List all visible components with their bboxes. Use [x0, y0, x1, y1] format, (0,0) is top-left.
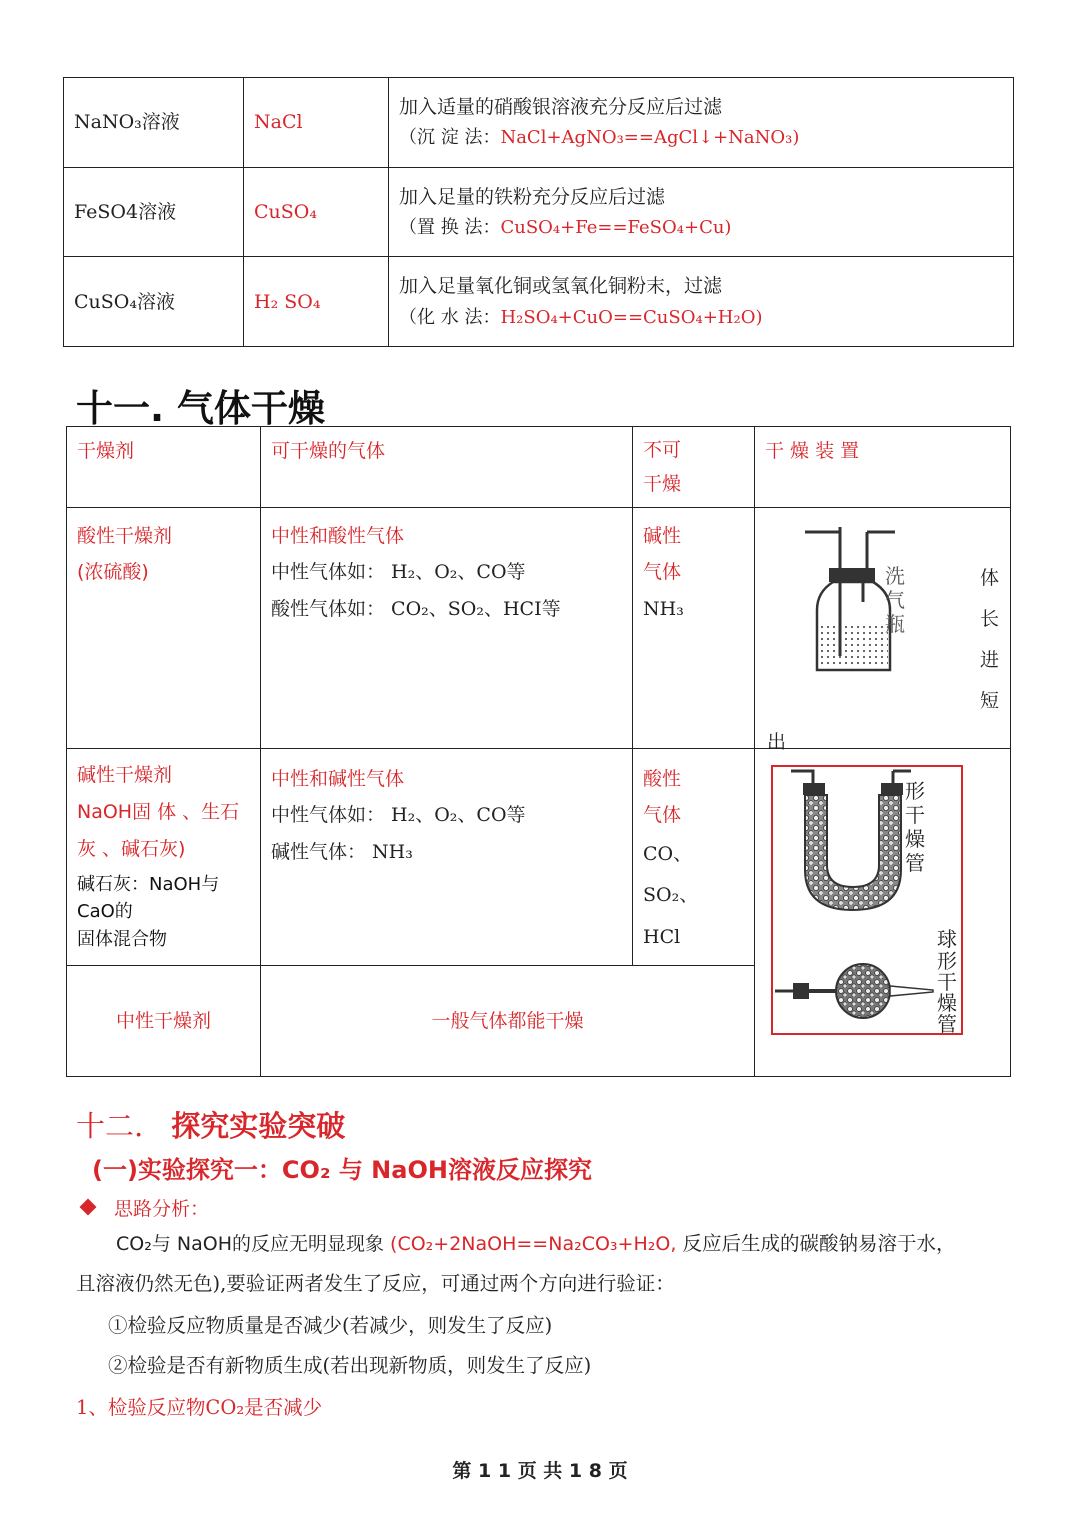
paragraph-4: ②检验是否有新物质生成(若出现新物质，则发生了反应): [108, 1354, 592, 1377]
wash-bottle-device: [755, 508, 1010, 754]
bullet-text: 思路分析：: [114, 1198, 210, 1220]
header-not-dryable-1: 不可: [643, 439, 682, 461]
header-not-dryable: [633, 427, 755, 508]
base-not-2: 气体: [643, 804, 682, 827]
acid-not-1: 碱性: [643, 525, 682, 548]
acid-gases-cell: [261, 508, 633, 749]
wash-bottle-note: 体长进短: [980, 567, 1000, 712]
u-tube-label: 形干燥管: [905, 779, 925, 876]
base-not-4: HCl: [643, 926, 681, 949]
paragraph-2: 且溶液仍然无色),要验证两者发生了反应，可通过两个方向进行验证：: [76, 1272, 675, 1295]
header-device: 干 燥 装 置: [755, 427, 1011, 508]
header-dryable: 可干燥的气体: [261, 427, 633, 508]
acid-desiccant-example: (浓硫酸): [77, 561, 149, 584]
ball-drying-tube-icon: [775, 961, 935, 1021]
paragraph-1-b: 反应后生成的碳酸钠易溶于水，: [676, 1232, 956, 1255]
acid-acidic-gases: 酸性气体如： CO₂、SO₂、HCI等: [271, 597, 561, 620]
base-desiccant-name: 碱性干燥剂: [77, 764, 173, 787]
section-number: 十二.: [76, 1109, 144, 1143]
impurity-table: [63, 77, 1014, 347]
base-gas-title: 中性和碱性气体: [271, 768, 405, 791]
base-not-dryable-cell: [633, 749, 755, 966]
method-label: （沉 淀 法：: [399, 127, 501, 149]
substance-cell: CuSO₄溶液: [64, 257, 244, 347]
base-desiccant-note-2: 固体混合物: [77, 929, 167, 951]
method-equation-line: [399, 123, 1003, 154]
base-desiccant-example-1: NaOH固 体 、生石: [77, 801, 240, 824]
wash-bottle-label: 洗气瓶: [885, 564, 905, 637]
paragraph-1-equation: (CO₂+2NaOH==Na₂CO₃+H₂O,: [390, 1233, 677, 1255]
paragraph-1-a: CO₂与 NaOH的反应无明显现象: [116, 1233, 391, 1255]
acid-desiccant-name: 酸性干燥剂: [77, 525, 173, 548]
acid-neutral-gases: 中性气体如： H₂、O₂、CO等: [271, 561, 526, 584]
wash-bottle-note-end: 出: [767, 731, 787, 754]
neutral-gases-cell: 一般气体都能干燥: [261, 965, 755, 1076]
acid-not-3: NH₃: [643, 597, 684, 620]
section-title-gas-drying: 十一. 气体干燥: [76, 387, 325, 430]
substance-cell: FeSO4溶液: [64, 167, 244, 257]
method-cell: [389, 257, 1014, 347]
ball-tube-label: 球形干燥管: [937, 927, 957, 1037]
table-header-row: [67, 427, 1011, 508]
method-equation-line: [399, 213, 1003, 244]
method-cell: [389, 167, 1014, 257]
neutral-desiccant-cell: 中性干燥剂: [67, 965, 261, 1076]
method-text: 加入适量的硝酸银溶液充分反应后过滤: [399, 95, 723, 118]
impurity-cell: CuSO₄: [244, 167, 389, 257]
table-row: [64, 78, 1014, 168]
method-text: 加入足量的铁粉充分反应后过滤: [399, 185, 666, 208]
paragraph-5: 1、检验反应物CO₂是否减少: [76, 1396, 323, 1419]
bullet-line: [82, 1194, 209, 1221]
substance-cell: NaNO₃溶液: [64, 78, 244, 168]
base-desiccant-cell: [67, 749, 261, 966]
equation: CuSO₄+Fe==FeSO₄+Cu): [500, 216, 732, 238]
table-row: [64, 167, 1014, 257]
wash-bottle-cell: [755, 508, 1011, 754]
table-row-base: [67, 749, 1011, 966]
method-label: （置 换 法：: [399, 216, 501, 238]
acid-desiccant-cell: [67, 508, 261, 749]
base-basic-gases: 碱性气体： NH₃: [271, 840, 413, 863]
page-footer: 第 1 1 页 共 1 8 页: [452, 1460, 628, 1482]
method-text: 加入足量氧化铜或氢氧化铜粉末，过滤: [399, 275, 723, 298]
method-cell: [389, 78, 1014, 168]
base-neutral-gases: 中性气体如： H₂、O₂、CO等: [271, 804, 526, 827]
acid-not-dryable-cell: [633, 508, 755, 749]
method-equation-line: [399, 303, 1003, 334]
drying-tube-device: [755, 749, 1010, 1060]
acid-gas-title: 中性和酸性气体: [271, 525, 405, 548]
subsection-title: (一)实验探究一：CO₂ 与 NaOH溶液反应探究: [92, 1156, 592, 1184]
wash-bottle-icon: [795, 522, 935, 672]
equation: NaCl+AgNO₃==AgCl↓+NaNO₃): [500, 127, 800, 149]
base-gases-cell: [261, 749, 633, 966]
table-row: [64, 257, 1014, 347]
section-title-experiments: [76, 1104, 345, 1145]
base-not-3: CO、SO₂、: [643, 842, 699, 907]
base-desiccant-example-2: 灰 、碱石灰): [77, 838, 186, 861]
impurity-cell: NaCl: [244, 78, 389, 168]
impurity-cell: H₂ SO₄: [244, 257, 389, 347]
base-desiccant-note-1: 碱石灰：NaOH与CaO的: [77, 873, 220, 923]
header-not-dryable-2: 干燥: [643, 473, 682, 496]
header-desiccant: 干燥剂: [67, 427, 261, 508]
table-row-acid: [67, 508, 1011, 749]
base-not-1: 酸性: [643, 768, 682, 791]
drying-tube-cell: [755, 749, 1011, 1077]
diamond-bullet-icon: [80, 1199, 97, 1216]
u-tube-icon: [783, 765, 923, 915]
equation: H₂SO₄+CuO==CuSO₄+H₂O): [500, 306, 763, 328]
paragraph-3: ①检验反应物质量是否减少(若减少，则发生了反应): [108, 1314, 553, 1337]
paragraph-1: [76, 1232, 1006, 1256]
gas-drying-table: [66, 426, 1011, 1077]
method-label: （化 水 法：: [399, 306, 501, 328]
acid-not-2: 气体: [643, 561, 682, 584]
section-title-text: 探究实验突破: [171, 1109, 346, 1143]
